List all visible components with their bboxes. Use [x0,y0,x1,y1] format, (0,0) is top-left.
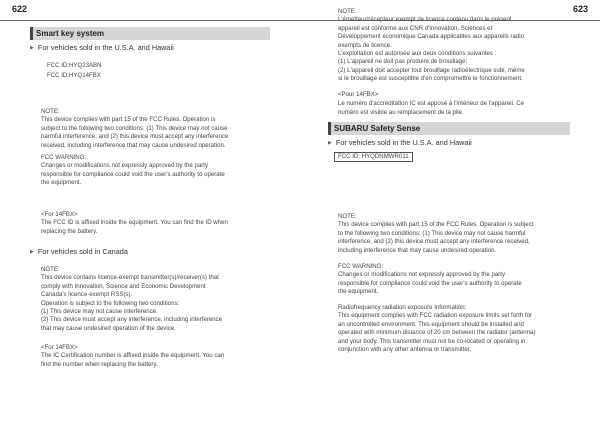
text-line: harmful interference, and (2) this device must accept any interference [41,133,229,141]
bullet-label: For vehicles sold in the U.S.A. and Hawaii [37,43,174,52]
text-line: Operation is subject to the following two conditions: [41,299,180,307]
section-heading-subaru-safety-sense: SUBARU Safety Sense [328,122,570,135]
text-line: responsible for compliance could void the user's authority to operate [41,170,225,178]
text-line: including interference that may cause undesired operation. [338,246,497,254]
text-line: FCC WARNING: [41,154,87,161]
text-line: received, including interference that may cause undesired operation. [41,141,226,149]
fcc-warning-left [41,154,225,188]
fcc-warning-right [338,263,522,297]
triangle-bullet-icon: ▶ [30,249,34,255]
text-line: The FCC ID is affixed inside the equipment. You can find the ID when [41,219,228,227]
page-number-right: 623 [573,4,589,14]
text-line: (2) This device must accept any interference, including interference [41,316,223,324]
text-line: L'émetteur/récepteur exempt de licence contenu dans le présent [338,16,512,24]
triangle-bullet-icon: ▶ [328,140,332,146]
text-line: appareil est conforme aux CNR d'Innovation, Sciences et [338,24,493,32]
bullet-usa-right [328,138,472,147]
text-line: FCC ID:HYQ23ABN [47,62,102,69]
text-line: NOTE: [338,8,357,15]
text-line: Le numéro d'accréditation IC est apposé à l'intérieur de l'appareil. Ce [338,100,525,107]
text-line: an uncontrolled environment. This equipment should be installed and [338,320,524,328]
text-line: This equipment complies with FCC radiation exposure limits set forth for [338,312,533,320]
text-line: This device complies with part 15 of the FCC Rules. Operation is [41,116,216,124]
fcc-id-list [47,61,102,81]
text-line: Changes or modifications not expressly approved by the party [338,271,505,279]
text-line: conjunction with any other antenna or transmitter. [338,345,472,353]
text-line: that may cause undesired operation of the device. [41,324,176,332]
text-line: responsible for compliance could void the user's authority to operate [338,279,522,287]
text-line: <For 14FBX> [41,344,78,351]
text-line: FCC ID:HYQ14FBX [47,72,101,79]
text-line: and your body. This transmitter must not be co-located or operating in [338,337,526,345]
text-line: NOTE: [41,266,60,273]
bullet-canada [30,247,128,256]
text-line: Canada's licence-exempt RSS(s). [41,291,133,299]
text-line: si le brouillage est susceptible d'en compromettre le fonctionnement. [338,75,523,83]
text-line: to the following two conditions: (1) This device may not cause harmful [338,229,526,237]
text-line: FCC WARNING: [338,263,384,270]
for-14fbx-note [41,211,228,236]
text-line: the equipment. [338,288,379,296]
text-line: Développement économique Canada applicables aux appareils radio [338,33,524,41]
text-line: Radiofrequency radiation exposure Information: [338,304,467,311]
note-french [338,8,525,84]
text-line: The IC Certification number is affixed inside the equipment. You can [41,352,225,360]
note-canada [41,266,222,333]
text-line: This device contains licence-exempt transmitter(s)/receiver(s) that [41,274,219,282]
text-line: the equipment. [41,179,82,187]
text-line: find the number when replacing the battery. [41,360,158,368]
fcc-id-box: FCC ID: HYQDNMWR011 [334,152,413,162]
text-line: numéro est visible au remplacement de la pile. [338,109,464,116]
text-line: (1) L'appareil ne doit pas produire de brouillage; [338,58,468,66]
text-line: (1) This device may not cause interference. [41,307,158,315]
note-fcc-right [338,213,533,255]
rf-exposure-info [338,304,535,354]
triangle-bullet-icon: ▶ [30,45,34,51]
bullet-label: For vehicles sold in the U.S.A. and Hawaii [335,138,472,147]
text-line: replacing the battery. [41,227,98,235]
bullet-usa-left [30,43,174,52]
text-line: This device complies with part 15 of the FCC Rules. Operation is subject [338,221,534,229]
pour-14fbx-note [338,90,524,117]
text-line: interference, and (2) this device must accept any interference received, [338,238,530,246]
note-fcc-left [41,108,228,150]
canada-for-14fbx [41,344,224,369]
text-line: NOTE: [338,213,357,220]
text-line: exempts de licence. [338,41,392,49]
text-line: operated with minimum distance of 20 cm between the radiator (antenna) [338,329,536,337]
bullet-label: For vehicles sold in Canada [37,247,128,256]
text-line: (2) L'appareil doit accepter tout brouillage radioélectrique subi, même [338,66,525,74]
section-heading-smart-key: Smart key system [30,27,270,40]
text-line: subject to the following two conditions: (1) This device may not cause [41,124,228,132]
text-line: NOTE: [41,108,60,115]
page-number-left: 622 [12,4,28,14]
text-line: L'exploitation est autorisée aux deux conditions suivantes : [338,49,497,57]
text-line: comply with Innovation, Science and Economic Development [41,282,206,290]
text-line: <For 14FBX> [41,211,78,218]
text-line: <Pour 14FBX> [338,91,379,98]
text-line: Changes or modifications not expressly approved by the party [41,162,208,170]
